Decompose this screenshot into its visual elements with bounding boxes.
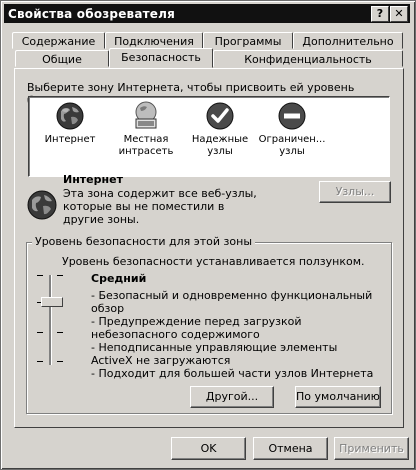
security-slider-track[interactable] [49, 275, 52, 365]
slider-tick [37, 275, 43, 276]
zone-restricted-sites-label: Ограничен... узлы [258, 134, 326, 157]
custom-level-button[interactable]: Другой... [190, 386, 274, 408]
zone-trusted-sites[interactable] [181, 101, 259, 158]
bullet-item: - Неподписанные управляющие элементы ActiveX не загружаются [91, 341, 338, 367]
tab-content[interactable]: Содержание [12, 32, 105, 49]
slider-tick [37, 332, 43, 333]
globe-icon [26, 189, 58, 221]
tab-privacy[interactable]: Конфиденциальность [213, 50, 403, 67]
sites-button[interactable]: Узлы... [319, 181, 391, 203]
slider-tick [37, 361, 43, 362]
restricted-icon [277, 101, 307, 131]
zone-internet[interactable] [31, 101, 109, 146]
slider-description: Уровень безопасности устанавливается ползунком. [62, 255, 365, 268]
tab-security[interactable]: Безопасность [109, 48, 213, 68]
zone-info-title: Интернет [63, 173, 123, 186]
slider-tick [57, 332, 63, 333]
help-button[interactable]: ? [371, 6, 389, 22]
security-level-bullets [91, 289, 381, 380]
zone-list [28, 96, 390, 177]
apply-button[interactable]: Применить [334, 437, 409, 460]
security-level-group-label: Уровень безопасности для этой зоны [32, 235, 255, 248]
zone-instruction: Выберите зону Интернета, чтобы присвоить ей уровень [27, 81, 355, 94]
bullet-item: - Безопасный и одновременно функциональный обзор [91, 289, 373, 315]
bullet-item: - Предупреждение перед загрузкой небезопасного содержимого [91, 315, 302, 341]
bullet-item: - Подходит для большей части узлов Интернета [91, 367, 374, 380]
security-level-name: Средний [91, 272, 147, 285]
zone-restricted-sites[interactable] [253, 101, 331, 158]
tab-connections[interactable]: Подключения [105, 32, 203, 49]
zone-info-description: Эта зона содержит все веб-узлы, которые вы не поместили в другие зоны. [63, 187, 257, 226]
cancel-button[interactable]: Отмена [253, 437, 328, 460]
zone-trusted-sites-label: Надежные узлы [191, 134, 249, 157]
zone-internet-label: Интернет [44, 134, 96, 145]
tab-advanced[interactable]: Дополнительно [293, 32, 403, 49]
slider-tick [57, 275, 63, 276]
default-level-button[interactable]: По умолчанию [295, 386, 381, 408]
checkmark-icon [205, 101, 235, 131]
zone-local-intranet[interactable] [107, 101, 185, 158]
slider-tick [57, 361, 63, 362]
tab-general[interactable]: Общие [15, 50, 109, 67]
security-slider-thumb[interactable] [41, 297, 63, 307]
window-title: Свойства обозревателя [8, 6, 176, 21]
ok-button[interactable]: OK [171, 437, 246, 460]
close-button[interactable]: ✕ [390, 6, 408, 22]
title-bar[interactable] [4, 4, 410, 23]
zone-local-intranet-label: Местная интрасеть [118, 134, 174, 157]
globe-icon [55, 101, 85, 131]
intranet-icon [131, 101, 161, 131]
tab-programs[interactable]: Программы [203, 32, 293, 49]
